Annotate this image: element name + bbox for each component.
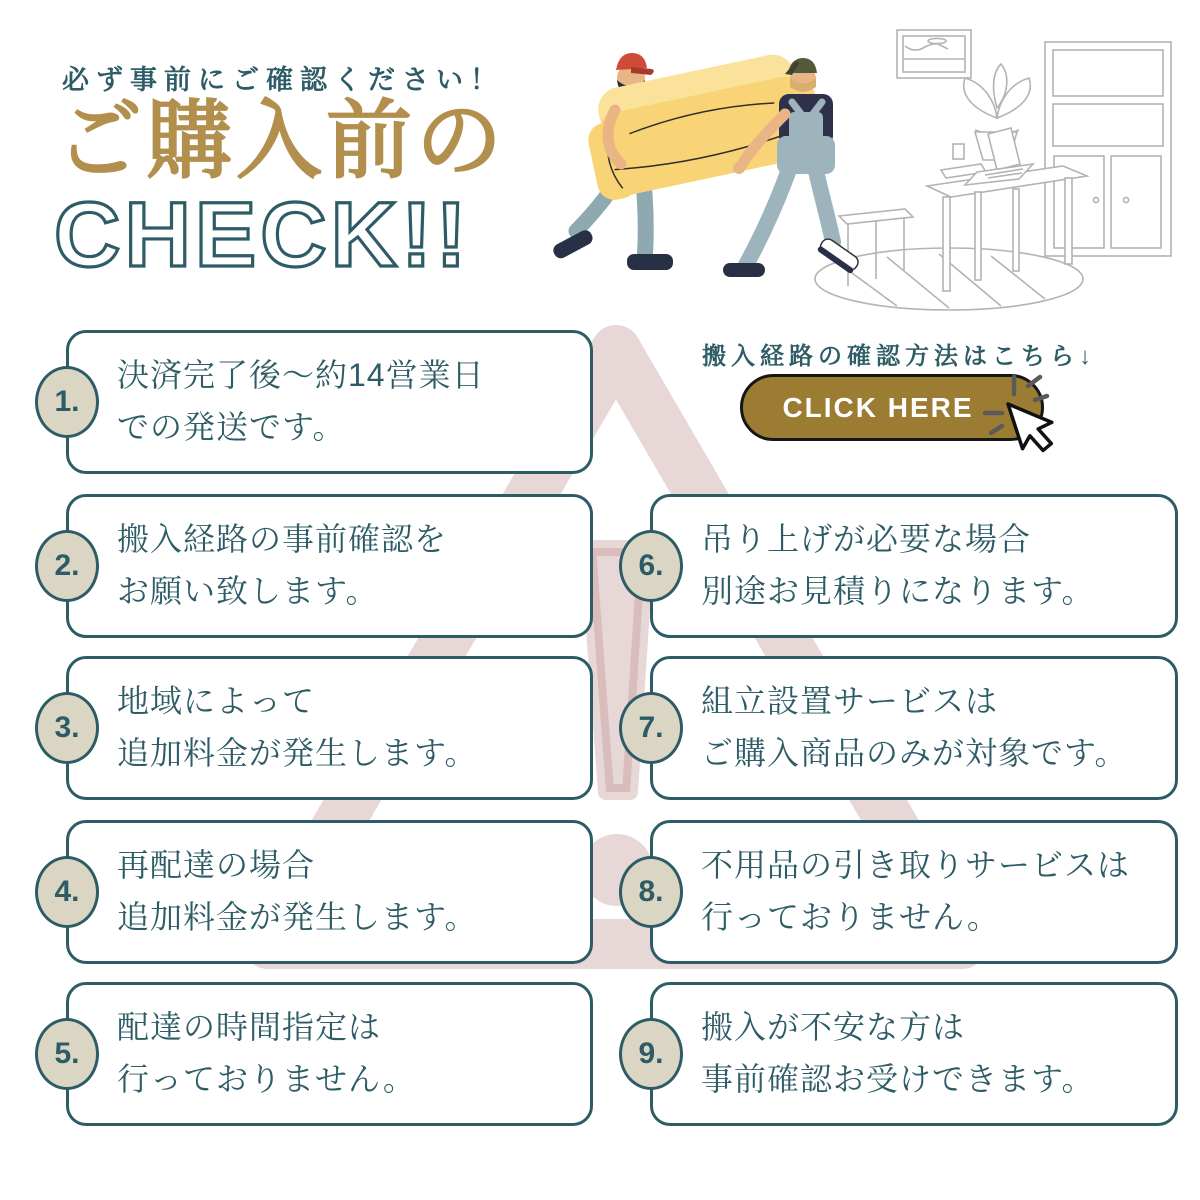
pre-check-tagline: 必ず事前にご確認ください！ — [62, 65, 504, 95]
click-here-label: CLICK HERE — [782, 391, 974, 423]
cabinet — [1045, 42, 1171, 256]
check-item-2 — [54, 494, 593, 638]
check-item-text: 配達の時間指定は 行っておりません。 — [117, 1009, 416, 1097]
room-line-art — [815, 30, 1171, 310]
check-item-text: 再配達の場合 追加料金が発生します。 — [117, 847, 478, 935]
check-item-4 — [54, 820, 593, 964]
check-item-text: 組立設置サービスは ご購入商品のみが対象です。 — [701, 683, 1128, 771]
item-number-badge: 7. — [619, 692, 683, 764]
check-item-5 — [54, 982, 593, 1126]
check-item-7 — [638, 656, 1178, 800]
stool — [839, 209, 913, 286]
check-item-text: 搬入が不安な方は 事前確認お受けできます。 — [701, 1009, 1095, 1097]
item-number-badge: 8. — [619, 856, 683, 928]
check-item-text: 地域によって 追加料金が発生します。 — [117, 683, 478, 771]
item-number-badge: 2. — [35, 530, 99, 602]
item-number-badge: 4. — [35, 856, 99, 928]
check-item-text: 搬入経路の事前確認を お願い致します。 — [117, 521, 448, 609]
item-number-badge: 5. — [35, 1018, 99, 1090]
check-item-6 — [638, 494, 1178, 638]
click-here-button[interactable] — [740, 374, 1044, 441]
cup — [953, 144, 964, 159]
item-number-badge: 9. — [619, 1018, 683, 1090]
item-number-badge: 6. — [619, 530, 683, 602]
check-item-text: 決済完了後〜約14営業日 での発送です。 — [117, 357, 485, 445]
check-item-1 — [54, 330, 593, 474]
check-item-text: 吊り上げが必要な場合 別途お見積りになります。 — [701, 521, 1095, 609]
check-item-text: 不用品の引き取りサービスは 行っておりません。 — [701, 847, 1131, 935]
check-item-8 — [638, 820, 1178, 964]
check-outline-title — [50, 186, 530, 290]
check-title-text: CHECK!! — [54, 186, 471, 286]
picture-frame — [897, 30, 971, 78]
page-title: ご購入前の — [56, 93, 506, 189]
item-number-badge: 1. — [35, 366, 99, 438]
movers-illustration — [545, 18, 1185, 318]
cta-label: 搬入経路の確認方法はこちら↓ — [702, 343, 1096, 370]
check-item-3 — [54, 656, 593, 800]
check-item-9 — [638, 982, 1178, 1126]
item-number-badge: 3. — [35, 692, 99, 764]
